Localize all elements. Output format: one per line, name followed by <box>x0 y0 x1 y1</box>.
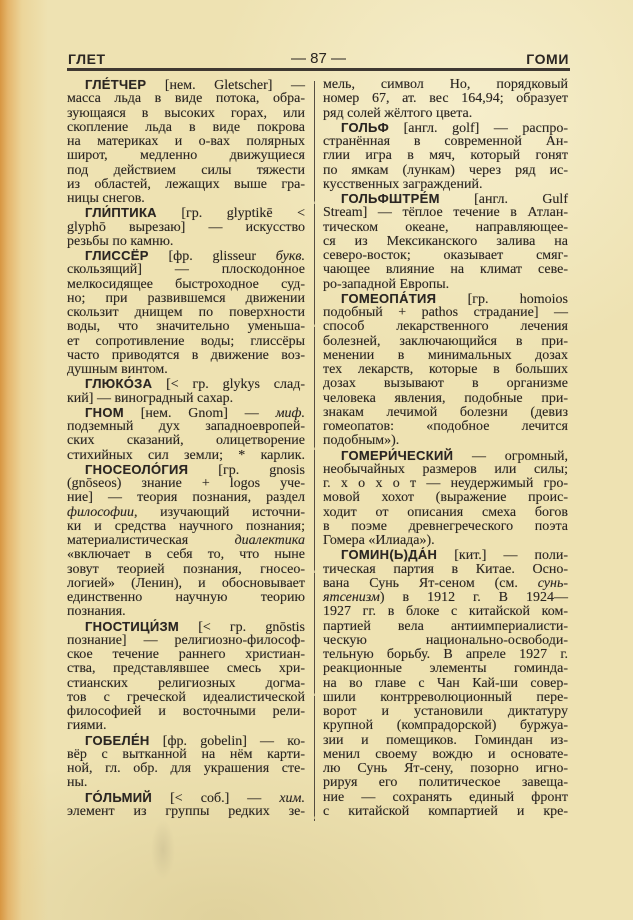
text-segment: познание] — религиозно-философ- <box>67 632 305 648</box>
text-line <box>67 805 305 819</box>
entry-first-line <box>67 791 305 805</box>
text-segment: (gnōseos) знание + logos уче- <box>67 476 305 491</box>
text-line <box>67 677 305 691</box>
text-line <box>67 648 305 662</box>
text-line <box>67 719 305 733</box>
text-line <box>323 491 568 505</box>
text-line <box>67 263 305 277</box>
text-line <box>67 420 305 434</box>
italic-text: сунь- <box>537 575 568 591</box>
text-segment: философией и восточными рели- <box>67 704 305 719</box>
text-line <box>323 520 568 534</box>
text-line <box>67 135 305 149</box>
entry-first-line <box>67 206 305 220</box>
text-segment: необычайных размеров или силы; <box>323 461 568 477</box>
headword: ГОБЕЛЕ́Н <box>85 732 150 748</box>
text-segment: человека явления, подобные при- <box>323 390 568 406</box>
text-segment: реакционные элементы гоминда- <box>323 661 568 677</box>
text-segment: скользит днищем по поверхности <box>67 305 305 320</box>
text-line <box>323 363 568 377</box>
text-segment: , изучающий источни- <box>134 504 305 520</box>
text-line <box>67 121 305 135</box>
text-segment: менил своему вождю и основате- <box>323 746 568 762</box>
text-segment: [кит.] — поли- <box>437 548 568 564</box>
text-segment: скопление льда в виде покрова <box>67 119 305 135</box>
text-line <box>323 135 568 149</box>
text-line <box>67 634 305 648</box>
text-line <box>323 662 568 676</box>
text-segment: подобный + pathos страдание] — <box>323 305 568 320</box>
text-line <box>323 791 568 805</box>
entry-first-line <box>323 192 568 206</box>
text-line <box>323 392 568 406</box>
text-segment: ское течение раннего христиан- <box>67 647 305 662</box>
text-line <box>67 491 305 505</box>
text-line <box>323 278 568 292</box>
text-segment: но; при развившемся движении <box>67 290 305 306</box>
headword: ГНОМ <box>85 404 124 420</box>
text-segment: [англ. Gulf <box>439 192 568 207</box>
text-segment: подземный дух западноевропей- <box>67 419 305 434</box>
text-segment: часто приводятся в движение воз- <box>67 347 305 363</box>
text-line <box>323 206 568 220</box>
text-segment: тов с греческой идеалистической <box>67 689 305 705</box>
text-line <box>323 605 568 619</box>
text-segment: ние — сохранять единый фронт <box>323 789 568 805</box>
text-line <box>67 591 305 605</box>
text-segment: — огромный, <box>453 448 568 464</box>
text-segment: ны. <box>67 775 88 791</box>
text-segment: болезней, заключающийся в при- <box>323 333 568 349</box>
text-segment: г. х о х о т — неудержимый гро- <box>323 476 568 491</box>
entry-first-line <box>67 377 305 391</box>
text-line <box>67 178 305 192</box>
text-segment: мелкосидящее быстроходное суд- <box>67 276 305 292</box>
text-segment: единственно научную теорию <box>67 590 305 605</box>
column-divider <box>314 81 315 821</box>
text-line <box>67 477 305 491</box>
running-head <box>68 51 569 67</box>
text-line <box>67 335 305 349</box>
text-line <box>323 164 568 178</box>
italic-text: диалектика <box>234 533 305 548</box>
text-segment: тическом океане, направляющее- <box>323 219 568 235</box>
text-line <box>323 406 568 420</box>
headword: ГНОСЕОЛО́ГИЯ <box>85 461 189 477</box>
text-line <box>323 762 568 776</box>
text-line <box>67 548 305 562</box>
text-line <box>67 306 305 320</box>
text-line <box>67 221 305 235</box>
text-line <box>323 734 568 748</box>
text-segment: мовой хохот (выражение проис- <box>323 490 568 506</box>
text-segment: на во главе с Чан Кай-ши совер- <box>323 675 568 691</box>
page-number: — 87 — <box>290 50 347 67</box>
text-segment: [< гр. gnōstis <box>179 619 305 635</box>
text-segment: glyphō вырезаю] — искусство <box>67 219 305 235</box>
entry-first-line <box>323 292 568 306</box>
text-segment: [нем. Gnom] — <box>123 405 276 421</box>
left-catchword: ГЛЕТ <box>68 51 106 67</box>
text-segment: северо-восток; оказывает смяг- <box>323 248 568 263</box>
text-line <box>67 349 305 363</box>
headword: ГОЛЬФШТРЕ́М <box>341 191 440 206</box>
text-segment: ских сказаний, олицетворение <box>67 433 305 449</box>
text-line <box>323 107 568 121</box>
text-line <box>67 278 305 292</box>
text-line <box>323 434 568 448</box>
italic-text: букв. <box>275 249 305 264</box>
text-segment: ся из Мексиканского залива на <box>323 233 568 249</box>
headword: ГО́ЛЬМИЙ <box>85 789 153 805</box>
text-line <box>67 776 305 790</box>
text-segment: партией вела антиимпериалисти- <box>323 618 568 634</box>
text-segment: «включает в себя то, что ныне <box>67 547 305 563</box>
headword: ГОМИН(Ь)ДА́Н <box>341 547 438 563</box>
text-segment: зовут теорией познания, гносео- <box>67 561 305 577</box>
text-line <box>323 349 568 363</box>
text-segment: стианских религиозных догма- <box>67 675 305 691</box>
headword: ГОЛЬФ <box>341 119 390 135</box>
text-segment: ворот и установили диктатуру <box>323 704 568 719</box>
text-line <box>323 648 568 662</box>
text-segment: [англ. golf] — распро- <box>389 120 568 136</box>
headword: ГОМЕОПА́ТИЯ <box>341 290 437 306</box>
text-segment: [фр. gobelin] — ко- <box>149 733 305 749</box>
text-segment: рируя его политическое завеща- <box>323 775 568 791</box>
entry-first-line <box>67 734 305 748</box>
entry-first-line <box>323 449 568 463</box>
text-segment: гиями. <box>67 718 107 734</box>
text-segment: гомеопатов: «подобное лечится <box>323 419 568 434</box>
text-segment: зии и помещиков. Гоминдан из- <box>323 732 568 748</box>
text-line <box>67 662 305 676</box>
text-segment: [< гр. glykys слад- <box>152 377 305 393</box>
italic-text: философии <box>67 504 135 520</box>
right-catchword: ГОМИ <box>526 51 569 67</box>
text-segment: кий] — виноградный сахар. <box>67 390 234 406</box>
text-segment: ницы снегов. <box>67 191 145 206</box>
text-segment: тельную борьбу. В апреле 1927 г. <box>323 647 568 662</box>
text-segment: [нем. Gletscher] — <box>146 78 305 93</box>
text-line <box>67 164 305 178</box>
text-segment: вана Сунь Ят-сеном (см. <box>323 575 538 591</box>
text-segment: ние] — теория познания, раздел <box>67 490 305 506</box>
text-line <box>323 263 568 277</box>
text-segment: масса льда в виде потока, обра- <box>67 91 305 107</box>
text-segment: лю Сунь Ят-сену, позорно игно- <box>323 761 568 776</box>
text-segment: резьбы по камню. <box>67 233 174 249</box>
italic-text: хим. <box>279 790 305 806</box>
text-line <box>67 392 305 406</box>
text-segment: [гр. gnosis <box>188 462 305 478</box>
text-segment: мель, символ Ho, порядковый <box>323 77 568 92</box>
text-segment: воды, что значительно уменьша- <box>67 319 305 335</box>
text-line <box>323 149 568 163</box>
text-segment: шили контрреволюционный пере- <box>323 689 568 705</box>
text-segment: в поэме древнегреческого поэта <box>323 518 568 534</box>
text-line <box>323 691 568 705</box>
text-line <box>323 719 568 733</box>
text-segment: дозах вызывают в организме <box>323 376 568 392</box>
italic-text: ятсенизм <box>323 590 380 605</box>
text-segment: ро-западной Европы. <box>323 276 450 292</box>
text-segment: [гр. glyptikē < <box>156 206 305 222</box>
text-segment: ряд солей жёлтого цвета. <box>323 105 473 121</box>
text-segment: знакам лечимой болезни (девиз <box>323 404 568 420</box>
text-segment: ства, представлявшее смесь хри- <box>67 661 305 677</box>
text-segment: [гр. homoios <box>436 291 568 307</box>
text-line <box>67 520 305 534</box>
headword: ГЛЮКО́ЗА <box>85 376 153 392</box>
text-segment: из областей, лежащих выше гра- <box>67 176 305 192</box>
headword: ГЛЕ́ТЧЕР <box>85 77 147 92</box>
text-segment: под действием силы тяжести <box>67 162 305 178</box>
text-line <box>67 577 305 591</box>
text-line <box>67 235 305 249</box>
text-segment: менении в минимальных дозах <box>323 347 568 363</box>
text-line <box>67 149 305 163</box>
text-line <box>323 92 568 106</box>
text-line <box>323 335 568 349</box>
text-line <box>323 620 568 634</box>
text-segment: Stream] — тёплое течение в Атлан- <box>323 205 568 221</box>
text-segment: ходит от описания смеха богов <box>323 504 568 520</box>
text-segment: кусственных заграждений. <box>323 176 483 192</box>
text-line <box>67 92 305 106</box>
text-segment: материалистическая <box>67 533 235 548</box>
headword: ГЛИССЁР <box>85 248 149 263</box>
text-segment: с китайской компартией и кре- <box>323 803 568 819</box>
text-segment: ки и средства научного познания; <box>67 518 305 534</box>
text-segment: стихийных сил земли; * карлик. <box>67 447 305 463</box>
entry-first-line <box>67 249 305 263</box>
text-line <box>323 235 568 249</box>
text-line <box>67 107 305 121</box>
text-segment: ) в 1912 г. В 1924— <box>379 590 568 605</box>
text-segment: номер 67, ат. вес 164,94; образует <box>323 91 568 107</box>
headword: ГОМЕРИ́ЧЕСКИЙ <box>341 447 454 463</box>
text-line <box>67 563 305 577</box>
text-segment: душным винтом. <box>67 362 168 377</box>
text-line <box>323 805 568 819</box>
text-segment: на материках и о-вах полярных <box>67 134 305 149</box>
text-line <box>67 434 305 448</box>
text-segment: глии игра в мяч, который гонят <box>323 148 568 164</box>
text-segment: ной, гл. обр. для украшения сте- <box>67 761 305 776</box>
text-line <box>67 691 305 705</box>
text-line <box>323 178 568 192</box>
text-line <box>323 748 568 762</box>
text-segment: подобным»). <box>323 433 400 449</box>
text-line <box>67 506 305 520</box>
text-line <box>67 748 305 762</box>
text-segment: 1927 гг. в блоке с китайской ком- <box>323 604 568 620</box>
text-segment: ет сопротивление воды; глиссёры <box>67 333 305 349</box>
text-segment: чающее влияние на климат севе- <box>323 262 568 278</box>
text-line <box>67 705 305 719</box>
italic-text: миф. <box>275 405 305 421</box>
text-line <box>323 320 568 334</box>
text-line <box>323 776 568 790</box>
text-line <box>323 463 568 477</box>
text-segment: скользящий] — плоскодонное <box>67 262 305 278</box>
text-line <box>323 634 568 648</box>
headword: ГЛИ́ПТИКА <box>85 205 157 221</box>
entry-first-line <box>323 121 568 135</box>
text-segment: по ямкам (лункам) через ряд ис- <box>323 162 568 178</box>
text-line <box>323 249 568 263</box>
text-segment: [фр. glisseur <box>148 249 276 264</box>
headword: ГНОСТИЦИ́ЗМ <box>85 618 180 634</box>
text-line <box>67 605 305 619</box>
entry-first-line <box>67 406 305 420</box>
text-line <box>67 320 305 334</box>
text-line <box>323 377 568 391</box>
text-segment: логией» (Ленин), и обосновывает <box>67 575 305 591</box>
text-line <box>323 221 568 235</box>
text-segment: тех лекарств, которые в больших <box>323 362 568 377</box>
text-line <box>67 762 305 776</box>
entry-first-line <box>67 463 305 477</box>
text-segment: Гомера «Илиада»). <box>323 533 435 548</box>
text-segment: ческую национально-освободи- <box>323 632 568 648</box>
text-segment: познания. <box>67 604 126 620</box>
text-line <box>67 292 305 306</box>
text-segment: элемент из группы редких зе- <box>67 803 305 819</box>
right-column <box>323 78 568 819</box>
entry-first-line <box>323 548 568 562</box>
header-rule <box>67 68 570 71</box>
text-segment: зующаяся в высоких горах, или <box>67 105 305 121</box>
text-segment: [< соб.] — <box>152 790 280 806</box>
text-segment: способ лекарственного лечения <box>323 319 568 335</box>
text-segment: тическая партия в Китае. Осно- <box>323 561 568 577</box>
text-line <box>323 506 568 520</box>
text-segment: крупной (компрадорской) буржуа- <box>323 718 568 734</box>
left-column <box>67 78 305 819</box>
text-segment: широт, медленно движущиеся <box>67 148 305 164</box>
text-segment: странённая в современной Ан- <box>323 134 568 149</box>
text-line <box>323 577 568 591</box>
text-line <box>67 449 305 463</box>
text-line <box>323 677 568 691</box>
entry-first-line <box>67 620 305 634</box>
text-line <box>323 563 568 577</box>
text-segment: вёр с вытканной на нём карти- <box>67 746 305 762</box>
